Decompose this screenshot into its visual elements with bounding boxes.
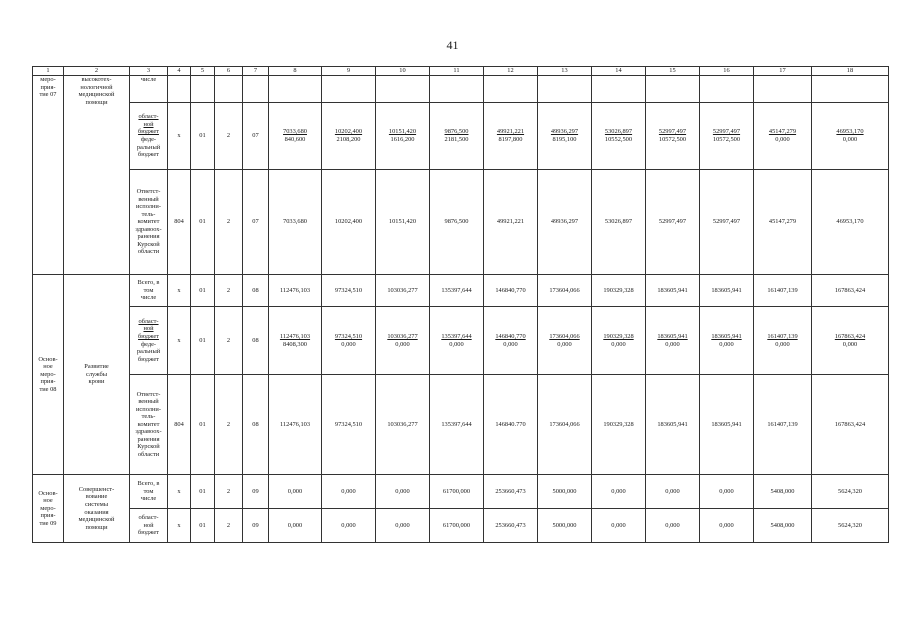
value-cell: 183605,941 <box>646 375 700 475</box>
cell-value-bottom: 10572,500 <box>712 136 741 143</box>
value-cell: 146840.770 <box>484 375 538 475</box>
column-number: 8 <box>269 67 322 76</box>
value-cell: 97324,510 <box>322 375 376 475</box>
cell-value-bottom: 10552,500 <box>604 136 633 143</box>
value-cell: 161407,139 <box>754 375 812 475</box>
cell-value-top: 190329,328 <box>603 332 634 340</box>
value-cell: 173604,066 <box>538 375 592 475</box>
cell-line: числе <box>140 76 157 83</box>
cell-line: ральный <box>136 143 161 151</box>
cell-line: ной <box>143 120 154 128</box>
cell-value-bottom: 0,000 <box>503 340 518 348</box>
value-cell <box>754 76 812 103</box>
measure-name <box>33 76 64 275</box>
value-cell: 190329,328 <box>592 375 646 475</box>
column-number: 13 <box>538 67 592 76</box>
value-cell: 167863,424 <box>812 275 889 307</box>
code-cell: 01 <box>191 475 215 509</box>
cell-line: системы <box>84 500 109 508</box>
value-cell <box>538 307 592 375</box>
cell-line: прия- <box>40 83 56 91</box>
value-cell <box>592 76 646 103</box>
cell-line: феде- <box>140 136 157 143</box>
value-cell: 5000,000 <box>538 475 592 509</box>
value-cell: 0,000 <box>269 509 322 543</box>
value-cell: 49921,221 <box>484 170 538 275</box>
cell-value-top: 183605,941 <box>711 332 742 340</box>
value-cell <box>322 307 376 375</box>
cell-line: венный <box>138 195 159 203</box>
value-cell <box>484 76 538 103</box>
cell-line: Ответст- <box>136 390 161 398</box>
cell-value-bottom: 0,000 <box>611 340 626 348</box>
cell-value-top: 49921,221 <box>496 128 525 136</box>
cell-value-top: 135397,644 <box>441 332 472 340</box>
value-cell <box>376 76 430 103</box>
column-number: 5 <box>191 67 215 76</box>
cell-line: венный <box>138 398 159 406</box>
cell-value-top: 161407,139 <box>767 332 798 340</box>
column-number: 14 <box>592 67 646 76</box>
value-cell <box>700 103 754 170</box>
value-cell <box>484 307 538 375</box>
code-cell: 2 <box>215 275 243 307</box>
column-number: 3 <box>130 67 168 76</box>
cell-value-top: 112476,103 <box>279 332 311 340</box>
code-cell: 2 <box>215 307 243 375</box>
cell-line: Основ- <box>38 489 58 497</box>
value-cell: 183605,941 <box>700 375 754 475</box>
value-cell <box>322 76 376 103</box>
cell-line: здравоох- <box>135 428 162 436</box>
cell-value-bottom: 0,000 <box>557 340 572 348</box>
value-cell <box>538 76 592 103</box>
value-cell: 146840,770 <box>484 275 538 307</box>
cell-line: тие 09 <box>39 519 57 527</box>
column-number: 4 <box>168 67 191 76</box>
cell-line: тие 08 <box>39 385 57 393</box>
cell-line: ное <box>43 497 53 505</box>
code-cell: х <box>168 275 191 307</box>
code-cell: 804 <box>168 375 191 475</box>
cell-line: бюджет <box>138 128 159 136</box>
cell-line: тель- <box>141 413 156 421</box>
cell-line: прия- <box>40 512 56 520</box>
code-cell: 2 <box>215 475 243 509</box>
code-cell: 2 <box>215 375 243 475</box>
code-cell: 01 <box>191 375 215 475</box>
value-cell <box>376 307 430 375</box>
cell-value-top: 173604,066 <box>549 332 580 340</box>
measure-title <box>64 76 130 275</box>
cell-line: Ответст- <box>136 188 161 196</box>
value-cell: 161407,139 <box>754 275 812 307</box>
code-cell: 2 <box>215 509 243 543</box>
cell-line: ранения <box>137 435 160 443</box>
value-cell <box>812 103 889 170</box>
value-cell: 46953,170 <box>812 170 889 275</box>
cell-line: ранения <box>137 233 160 241</box>
cell-value-bottom: 2108,200 <box>336 136 361 143</box>
cell-value-bottom: 0,000 <box>665 340 680 348</box>
value-cell: 0,000 <box>376 509 430 543</box>
cell-value-bottom: 0,000 <box>341 340 356 348</box>
code-cell: 01 <box>191 170 215 275</box>
value-cell <box>269 103 322 170</box>
cell-line: области <box>137 450 160 458</box>
page-number: 41 <box>446 38 459 52</box>
cell-value-bottom: 0,000 <box>775 340 790 348</box>
value-cell: 183605,941 <box>700 275 754 307</box>
code-cell: 08 <box>243 375 269 475</box>
value-cell: 97324,510 <box>322 275 376 307</box>
code-cell: 08 <box>243 307 269 375</box>
value-cell: 0,000 <box>322 509 376 543</box>
cell-line: тель- <box>141 210 156 218</box>
code-cell: х <box>168 103 191 170</box>
value-cell: 61700,000 <box>430 475 484 509</box>
table-row <box>33 509 889 543</box>
cell-value-top: 167863,424 <box>834 332 866 340</box>
value-cell <box>700 307 754 375</box>
code-cell: 09 <box>243 475 269 509</box>
cell-value-top: 52997,497 <box>658 128 687 136</box>
cell-line: бюджет <box>138 529 159 537</box>
cell-value-top: 49936,297 <box>550 128 579 136</box>
value-cell: 0,000 <box>322 475 376 509</box>
cell-line: Всего, в <box>137 480 160 488</box>
code-cell: 09 <box>243 509 269 543</box>
column-number: 2 <box>64 67 130 76</box>
code-cell: х <box>168 475 191 509</box>
value-cell <box>269 76 322 103</box>
cell-line: комитет <box>137 420 160 428</box>
value-cell <box>430 103 484 170</box>
value-cell <box>269 307 322 375</box>
column-number: 1 <box>33 67 64 76</box>
value-cell <box>430 76 484 103</box>
cell-line: Основ- <box>38 355 58 363</box>
value-cell <box>538 103 592 170</box>
value-cell: 45147,279 <box>754 170 812 275</box>
funding-source <box>130 375 168 475</box>
value-cell <box>754 103 812 170</box>
cell-line: Курской <box>137 240 160 248</box>
cell-line: здравоох- <box>135 225 162 233</box>
cell-value-bottom: 840,600 <box>284 136 306 143</box>
cell-line: бюджет <box>138 332 159 340</box>
value-cell: 0,000 <box>592 475 646 509</box>
value-cell: 103036,277 <box>376 275 430 307</box>
cell-value-top: 10202,400 <box>334 128 363 136</box>
code-cell: 07 <box>243 103 269 170</box>
code-cell: 804 <box>168 170 191 275</box>
cell-line: бюджет <box>138 355 159 363</box>
column-number: 18 <box>812 67 889 76</box>
code-cell: 07 <box>243 170 269 275</box>
funding-source <box>130 275 168 307</box>
table-row <box>33 275 889 307</box>
cell-value-top: 7033,680 <box>283 128 307 136</box>
cell-line: исполни- <box>136 405 161 413</box>
value-cell: 135397,644 <box>430 275 484 307</box>
code-cell: х <box>168 509 191 543</box>
cell-value-bottom: 0,000 <box>449 340 464 348</box>
column-number: 9 <box>322 67 376 76</box>
cell-value-bottom: 0,000 <box>775 136 790 143</box>
code-cell <box>243 76 269 103</box>
value-cell: 103036,277 <box>376 375 430 475</box>
cell-line: службы <box>85 370 107 378</box>
value-cell: 5000,000 <box>538 509 592 543</box>
column-number: 17 <box>754 67 812 76</box>
value-cell <box>376 103 430 170</box>
cell-line: меро- <box>40 504 56 512</box>
cell-line: феде- <box>140 340 157 348</box>
cell-line: исполни- <box>136 203 161 211</box>
value-cell: 135397,644 <box>430 375 484 475</box>
value-cell: 10151,420 <box>376 170 430 275</box>
cell-line: том <box>143 286 154 294</box>
cell-line: меро- <box>40 370 56 378</box>
column-number: 15 <box>646 67 700 76</box>
cell-value-top: 45147,279 <box>768 128 797 136</box>
value-cell: 5624,320 <box>812 509 889 543</box>
table-row <box>33 475 889 509</box>
cell-line: област- <box>138 317 159 325</box>
code-cell: 01 <box>191 307 215 375</box>
measure-name <box>33 275 64 475</box>
cell-line: оказания <box>84 508 109 516</box>
cell-value-top: 183605,941 <box>657 332 688 340</box>
value-cell: 253660,473 <box>484 475 538 509</box>
cell-line: Курской <box>137 443 160 451</box>
measure-name <box>33 475 64 543</box>
cell-value-top: 146840,770 <box>495 332 526 340</box>
cell-line: медицинской <box>78 91 115 99</box>
header-row <box>33 67 889 76</box>
cell-line: крови <box>88 378 105 386</box>
code-cell <box>168 76 191 103</box>
cell-value-bottom: 0,000 <box>842 136 858 143</box>
value-cell <box>812 76 889 103</box>
value-cell: 52997,497 <box>700 170 754 275</box>
value-cell <box>592 103 646 170</box>
value-cell: 52997,497 <box>646 170 700 275</box>
cell-value-bottom: 0,000 <box>719 340 734 348</box>
code-cell: 08 <box>243 275 269 307</box>
value-cell: 190329,328 <box>592 275 646 307</box>
cell-line: Совершенст- <box>78 485 115 493</box>
cell-line: высокотех- <box>81 76 112 83</box>
measure-title <box>64 475 130 543</box>
cell-value-bottom: 2181,500 <box>444 136 469 143</box>
value-cell <box>484 103 538 170</box>
code-cell <box>191 76 215 103</box>
column-number: 7 <box>243 67 269 76</box>
value-cell: 0,000 <box>592 509 646 543</box>
column-number: 12 <box>484 67 538 76</box>
cell-value-top: 10151,420 <box>388 128 417 136</box>
value-cell: 0,000 <box>646 475 700 509</box>
cell-line: Развитие <box>84 363 109 371</box>
cell-line: ной <box>143 521 154 529</box>
value-cell: 0,000 <box>269 475 322 509</box>
budget-table <box>32 66 889 543</box>
funding-source <box>130 170 168 275</box>
value-cell <box>592 307 646 375</box>
value-cell: 53026,897 <box>592 170 646 275</box>
value-cell <box>322 103 376 170</box>
cell-line: числе <box>140 495 157 503</box>
value-cell: 5408,000 <box>754 475 812 509</box>
cell-line: Всего, в <box>137 279 160 287</box>
code-cell: 01 <box>191 103 215 170</box>
cell-value-top: 53026,897 <box>604 128 633 136</box>
cell-value-bottom: 1616,200 <box>390 136 415 143</box>
cell-line: ной <box>143 325 154 333</box>
value-cell: 10202,400 <box>322 170 376 275</box>
code-cell <box>215 76 243 103</box>
table-row <box>33 170 889 275</box>
cell-line: комитет <box>137 218 160 226</box>
cell-value-bottom: 0,000 <box>842 340 858 348</box>
funding-source <box>130 76 168 103</box>
value-cell <box>700 76 754 103</box>
cell-value-top: 103036,277 <box>387 332 418 340</box>
value-cell: 112476,103 <box>269 275 322 307</box>
cell-line: том <box>143 487 154 495</box>
code-cell: 01 <box>191 509 215 543</box>
value-cell <box>430 307 484 375</box>
funding-source <box>130 307 168 375</box>
cell-value-top: 46953,170 <box>836 128 864 136</box>
code-cell: 2 <box>215 103 243 170</box>
value-cell: 183605,941 <box>646 275 700 307</box>
cell-value-bottom: 8195,100 <box>552 136 577 143</box>
column-number: 11 <box>430 67 484 76</box>
cell-line: нологичной <box>80 83 113 91</box>
cell-line: медицинской <box>78 516 115 524</box>
cell-line: тие 07 <box>39 91 57 99</box>
cell-line: прия- <box>40 378 56 386</box>
value-cell <box>646 76 700 103</box>
cell-value-bottom: 0,000 <box>395 340 410 348</box>
table-row <box>33 103 889 170</box>
cell-line: вование <box>85 493 108 501</box>
cell-line: меро- <box>40 76 56 83</box>
value-cell: 5408,000 <box>754 509 812 543</box>
value-cell <box>646 307 700 375</box>
cell-line: помощи <box>85 523 108 531</box>
value-cell: 7033,680 <box>269 170 322 275</box>
value-cell: 112476,103 <box>269 375 322 475</box>
cell-value-bottom: 8197,800 <box>498 136 523 143</box>
value-cell: 0,000 <box>646 509 700 543</box>
table-row <box>33 76 889 103</box>
cell-line: ное <box>43 363 53 371</box>
code-cell: 01 <box>191 275 215 307</box>
cell-line: бюджет <box>138 151 159 159</box>
value-cell: 61700,000 <box>430 509 484 543</box>
value-cell <box>754 307 812 375</box>
code-cell: х <box>168 307 191 375</box>
table-row <box>33 307 889 375</box>
value-cell <box>646 103 700 170</box>
column-number: 16 <box>700 67 754 76</box>
value-cell <box>812 307 889 375</box>
cell-value-bottom: 8408,300 <box>283 340 307 348</box>
value-cell: 9876,500 <box>430 170 484 275</box>
cell-line: област- <box>138 113 159 121</box>
measure-title <box>64 275 130 475</box>
funding-source <box>130 509 168 543</box>
funding-source <box>130 475 168 509</box>
cell-value-top: 97324,510 <box>334 332 363 340</box>
value-cell: 5624,320 <box>812 475 889 509</box>
value-cell: 253660,473 <box>484 509 538 543</box>
code-cell: 2 <box>215 170 243 275</box>
cell-value-top: 52997,497 <box>712 128 741 136</box>
column-number: 10 <box>376 67 430 76</box>
cell-value-top: 9876,500 <box>444 128 469 136</box>
cell-line: числе <box>140 294 157 302</box>
cell-line: области <box>137 248 160 256</box>
funding-source <box>130 103 168 170</box>
cell-value-bottom: 10572,500 <box>658 136 687 143</box>
value-cell: 167863,424 <box>812 375 889 475</box>
value-cell: 49936,297 <box>538 170 592 275</box>
value-cell: 0,000 <box>700 475 754 509</box>
table-row <box>33 375 889 475</box>
value-cell: 173604,066 <box>538 275 592 307</box>
cell-line: помощи <box>85 98 108 106</box>
value-cell: 0,000 <box>700 509 754 543</box>
cell-line: област- <box>138 514 159 522</box>
column-number: 6 <box>215 67 243 76</box>
value-cell: 0,000 <box>376 475 430 509</box>
cell-line: ральный <box>136 348 161 356</box>
